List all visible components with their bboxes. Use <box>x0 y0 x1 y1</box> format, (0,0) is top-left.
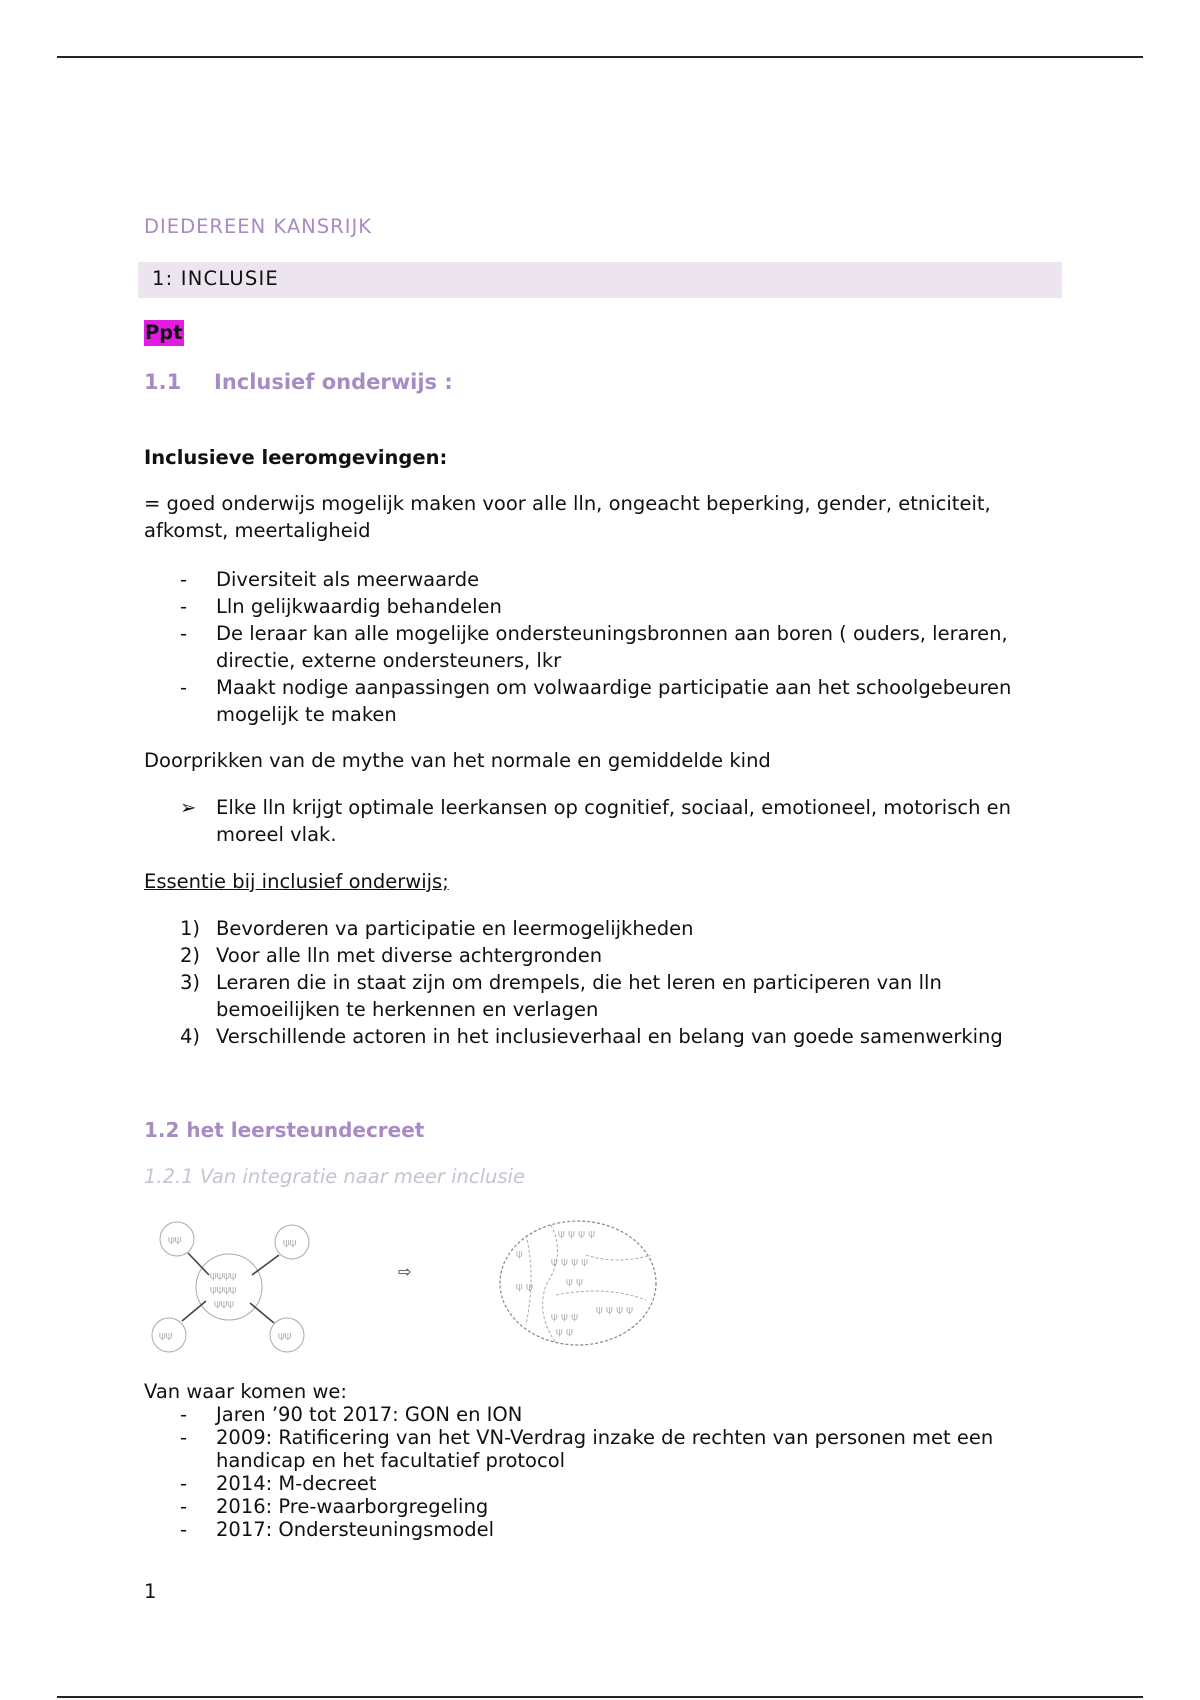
list-item: 3) Leraren die in staat zijn om drempels, die het leren en participeren van lln bemoeilijken te herkennen en verlagen <box>180 971 942 1021</box>
heading-1-2-1: 1.2.1 Van integratie naar meer inclusie <box>144 1165 525 1188</box>
arrow-bullet-icon: ➢ <box>180 796 197 819</box>
heading-1-1-title: Inclusief onderwijs : <box>214 370 453 394</box>
list-item: 4) Verschillende actoren in het inclusieverhaal en belang van goede samenwerking <box>180 1025 1003 1048</box>
header-rule <box>57 56 1143 58</box>
subgroup-boundary <box>586 1255 651 1260</box>
list-item: - Diversiteit als meerwaarde <box>180 568 480 591</box>
subgroup-boundary <box>556 1291 646 1300</box>
footer-rule <box>57 1696 1143 1698</box>
svg-text:⍦ ⍦: ⍦ ⍦ <box>556 1325 573 1338</box>
svg-text:⍦⍦: ⍦⍦ <box>283 1236 297 1249</box>
inclusieve-heading: Inclusieve leeromgevingen: <box>144 446 448 469</box>
list-item: - 2017: Ondersteuningsmodel <box>180 1518 495 1541</box>
van-waar-heading: Van waar komen we: <box>144 1380 347 1403</box>
list-item: 1) Bevorderen va participatie en leermogelijkheden <box>180 917 694 940</box>
svg-text:⍦: ⍦ <box>516 1247 523 1260</box>
list-item: - 2014: M-decreet <box>180 1472 377 1495</box>
list-item: ➢ Elke lln krijgt optimale leerkansen op cognitief, sociaal, emotioneel, motorisch en moreel vlak. <box>180 796 1012 846</box>
svg-text:⍦⍦⍦⍦: ⍦⍦⍦⍦ <box>210 1269 237 1282</box>
svg-text:⍦⍦: ⍦⍦ <box>159 1329 173 1342</box>
svg-text:⍦ ⍦ ⍦ ⍦: ⍦ ⍦ ⍦ ⍦ <box>596 1303 633 1316</box>
svg-text:⍦⍦⍦⍦: ⍦⍦⍦⍦ <box>210 1283 237 1296</box>
svg-text:⍦⍦: ⍦⍦ <box>168 1233 182 1246</box>
diagram-arrow-icon: ⇨ <box>398 1262 412 1281</box>
list-item: - Maakt nodige aanpassingen om volwaardige participatie aan het schoolgebeuren mogelijk te maken <box>180 676 1012 726</box>
svg-text:⍦ ⍦ ⍦: ⍦ ⍦ ⍦ <box>551 1310 578 1323</box>
svg-text:⍦ ⍦: ⍦ ⍦ <box>516 1280 533 1293</box>
connector-line <box>252 1255 279 1275</box>
essentie-list <box>144 915 1064 1050</box>
heading-1-1-number: 1.1 <box>144 370 182 394</box>
mythe-text: Doorprikken van de mythe van het normale en gemiddelde kind <box>144 749 771 772</box>
heading-1-2: 1.2 het leersteundecreet <box>144 1118 425 1142</box>
page-number: 1 <box>144 1580 157 1603</box>
svg-text:⍦⍦: ⍦⍦ <box>278 1329 292 1342</box>
connector-line <box>182 1301 206 1321</box>
svg-text:⍦ ⍦: ⍦ ⍦ <box>566 1275 583 1288</box>
inclusieve-list <box>144 566 1064 728</box>
integration-diagram <box>144 1215 314 1355</box>
svg-text:⍦⍦⍦: ⍦⍦⍦ <box>214 1297 234 1310</box>
connector-line <box>250 1303 274 1323</box>
ppt-highlight-tag: Ppt <box>145 321 183 344</box>
section-heading: 1: INCLUSIE <box>152 267 279 290</box>
svg-text:⍦ ⍦ ⍦ ⍦: ⍦ ⍦ ⍦ ⍦ <box>551 1255 588 1268</box>
essentie-heading: Essentie bij inclusief onderwijs; <box>144 870 449 893</box>
svg-text:⍦ ⍦ ⍦ ⍦: ⍦ ⍦ ⍦ ⍦ <box>558 1227 595 1240</box>
inclusion-diagram <box>496 1215 662 1350</box>
inclusieve-definition: = goed onderwijs mogelijk maken voor alle lln, ongeacht beperking, gender, etniciteit, afkomst, meertaligheid <box>144 492 991 542</box>
list-item: - 2009: Ratificering van het VN-Verdrag inzake de rechten van personen met een handicap en het facultatief protocol <box>180 1426 994 1472</box>
van-waar-list <box>144 1403 1064 1541</box>
document-title: DIEDEREEN KANSRIJK <box>144 215 372 238</box>
list-item: - Lln gelijkwaardig behandelen <box>180 595 502 618</box>
list-item: - Jaren ’90 tot 2017: GON en ION <box>180 1403 523 1426</box>
mythe-list <box>144 794 1064 848</box>
list-item: 2) Voor alle lln met diverse achtergronden <box>180 944 603 967</box>
heading-1-1 <box>144 370 453 394</box>
list-item: - 2016: Pre-waarborgregeling <box>180 1495 489 1518</box>
section-heading-bar <box>138 262 1062 298</box>
list-item: - De leraar kan alle mogelijke ondersteuningsbronnen aan boren ( ouders, leraren, directie, externe ondersteuners, lkr <box>180 622 1008 672</box>
